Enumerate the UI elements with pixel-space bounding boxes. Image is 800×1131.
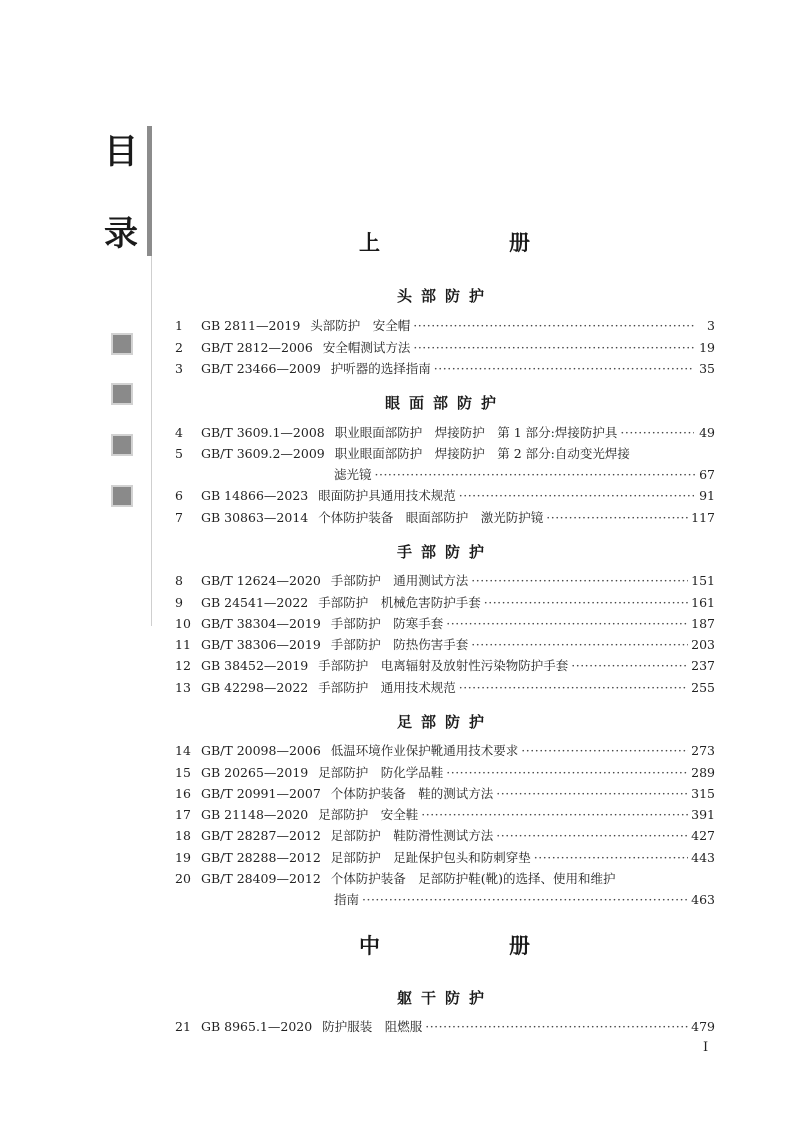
section-heading-foot: 足部防护 [396,713,493,731]
page-number: 19 [699,340,715,355]
entry-number: 4 [175,425,183,440]
entry-title-continuation: 指南 [334,892,360,907]
dot-leader [375,465,697,485]
page-number: 315 [691,786,715,801]
entry-number: 16 [175,786,191,801]
decorative-square [111,383,133,405]
dot-leader [534,848,688,868]
standard-code: GB/T 12624—2020 [201,573,321,588]
entry-number: 9 [175,595,183,610]
page-number: 67 [699,467,715,482]
entry-number: 5 [175,446,183,461]
page-number: 187 [691,616,715,631]
decorative-square [111,434,133,456]
entry-title: 足部防护 防化学品鞋 [318,765,444,780]
dot-leader [421,805,688,825]
entry-title: 眼面防护具通用技术规范 [318,488,456,503]
dot-leader [446,614,688,634]
entry-number: 14 [175,743,191,758]
dot-leader [484,593,688,613]
standard-code: GB 30863—2014 [201,510,309,525]
entry-title: 手部防护 防寒手套 [330,616,444,631]
entry-title: 个体防护装备 足部防护鞋(靴)的选择、使用和维护 [330,871,616,886]
standard-code: GB 42298—2022 [201,680,309,695]
page-number: 161 [691,595,715,610]
footer-page-number: I [703,1040,709,1055]
dot-leader [413,316,694,336]
standard-code: GB/T 38304—2019 [201,616,321,631]
entry-number: 1 [175,318,183,333]
toc-entry[interactable] [175,571,715,591]
page-number: 273 [691,743,715,758]
toc-entry[interactable] [175,1017,715,1037]
entry-title: 足部防护 鞋防滑性测试方法 [330,828,494,843]
entry-number: 17 [175,807,191,822]
toc-entry[interactable] [175,359,715,379]
dot-leader [471,571,688,591]
section-heading-hand: 手部防护 [396,543,493,561]
standard-code: GB/T 2812—2006 [201,340,313,355]
entry-number: 11 [175,637,191,652]
page-number: 237 [691,658,715,673]
dot-leader [413,338,694,358]
entry-title: 低温环境作业保护靴通用技术要求 [330,743,519,758]
page-number: 289 [691,765,715,780]
entry-number: 18 [175,828,191,843]
toc-entry-continuation[interactable] [334,465,715,485]
entry-number: 13 [175,680,191,695]
decorative-square [111,485,133,507]
page-number: 203 [691,637,715,652]
volume-char: 上 [359,231,381,255]
page-number: 427 [691,828,715,843]
entry-title: 头部防护 安全帽 [310,318,411,333]
entry-title: 手部防护 通用技术规范 [318,680,456,695]
toc-heading-char-2: 录 [104,214,138,254]
toc-entry[interactable] [175,678,715,698]
dot-leader [434,359,694,379]
entry-number: 7 [175,510,183,525]
entry-title: 足部防护 足趾保护包头和防刺穿垫 [330,850,531,865]
entry-number: 2 [175,340,183,355]
section-heading-head: 头部防护 [396,287,493,305]
entry-title: 个体防护装备 眼面部防护 激光防护镜 [318,510,544,525]
page-number: 391 [691,807,715,822]
entry-number: 15 [175,765,191,780]
toc-entry[interactable] [175,614,715,634]
dot-leader [425,1017,688,1037]
entry-number: 19 [175,850,191,865]
volume-heading-upper [175,227,715,257]
toc-entry[interactable] [175,869,715,889]
toc-entry[interactable] [175,508,715,528]
toc-entry[interactable] [175,741,715,761]
standard-code: GB 8965.1—2020 [201,1019,313,1034]
standard-code: GB/T 23466—2009 [201,361,321,376]
page-number: 35 [699,361,715,376]
standard-code: GB/T 20098—2006 [201,743,321,758]
entry-title: 个体防护装备 鞋的测试方法 [330,786,494,801]
entry-number: 12 [175,658,191,673]
toc-entry[interactable] [175,784,715,804]
page-number: 443 [691,850,715,865]
entry-title: 手部防护 防热伤害手套 [330,637,469,652]
standard-code: GB/T 3609.1—2008 [201,425,325,440]
page-number: 479 [691,1019,715,1034]
standard-code: GB 14866—2023 [201,488,309,503]
dot-leader [459,678,688,698]
standard-code: GB 21148—2020 [201,807,309,822]
toc-entry[interactable] [175,423,715,443]
entry-number: 3 [175,361,183,376]
entry-title: 手部防护 通用测试方法 [330,573,469,588]
volume-char: 册 [509,231,531,255]
entry-title: 手部防护 机械危害防护手套 [318,595,481,610]
side-accent-bar [147,126,152,256]
dot-leader [546,508,688,528]
standard-code: GB 38452—2019 [201,658,309,673]
toc-entry[interactable] [175,656,715,676]
toc-entry-continuation[interactable] [334,890,715,910]
entry-title: 手部防护 电离辐射及放射性污染物防护手套 [318,658,569,673]
entry-title-continuation: 滤光镜 [334,467,372,482]
standard-code: GB/T 28287—2012 [201,828,321,843]
page-number: 151 [691,573,715,588]
toc-entry[interactable] [175,826,715,846]
dot-leader [496,784,688,804]
entry-number: 6 [175,488,183,503]
dot-leader [362,890,688,910]
page-number: 255 [691,680,715,695]
standard-code: GB 2811—2019 [201,318,301,333]
toc-entry[interactable] [175,805,715,825]
toc-entry[interactable] [175,444,715,464]
volume-char: 中 [359,934,381,958]
decorative-square [111,333,133,355]
entry-number: 21 [175,1019,191,1034]
toc-entry[interactable] [175,486,715,506]
toc-entry[interactable] [175,635,715,655]
toc-entry[interactable] [175,338,715,358]
entry-title: 职业眼面部防护 焊接防护 第 1 部分:焊接防护具 [334,425,618,440]
entry-title: 职业眼面部防护 焊接防护 第 2 部分:自动变光焊接 [334,446,630,461]
toc-entry[interactable] [175,316,715,336]
entry-number: 8 [175,573,183,588]
standard-code: GB/T 28288—2012 [201,850,321,865]
standard-code: GB 24541—2022 [201,595,309,610]
page-number: 463 [691,892,715,907]
section-heading-eye: 眼面部防护 [384,394,505,412]
section-heading-torso: 躯干防护 [396,989,493,1007]
dot-leader [471,635,688,655]
standard-code: GB/T 20991—2007 [201,786,321,801]
entry-title: 防护服装 阻燃服 [322,1019,423,1034]
toc-entry[interactable] [175,848,715,868]
dot-leader [521,741,688,761]
entry-number: 20 [175,871,191,886]
volume-heading-middle [175,930,715,960]
toc-entry[interactable] [175,593,715,613]
volume-char: 册 [509,934,531,958]
entry-title: 足部防护 安全鞋 [318,807,419,822]
page-number: 117 [691,510,715,525]
page-number: 91 [699,488,715,503]
dot-leader [496,826,688,846]
page-number: 3 [707,318,715,333]
entry-title: 护听器的选择指南 [330,361,431,376]
dot-leader [620,423,694,443]
standard-code: GB/T 28409—2012 [201,871,321,886]
dot-leader [571,656,688,676]
standard-code: GB 20265—2019 [201,765,309,780]
dot-leader [459,486,694,506]
entry-title: 安全帽测试方法 [322,340,411,355]
standard-code: GB/T 38306—2019 [201,637,321,652]
page-number: 49 [699,425,715,440]
side-divider-line [151,256,152,626]
toc-heading-char-1: 目 [104,132,138,172]
entry-number: 10 [175,616,191,631]
standard-code: GB/T 3609.2—2009 [201,446,325,461]
toc-entry[interactable] [175,763,715,783]
dot-leader [446,763,688,783]
